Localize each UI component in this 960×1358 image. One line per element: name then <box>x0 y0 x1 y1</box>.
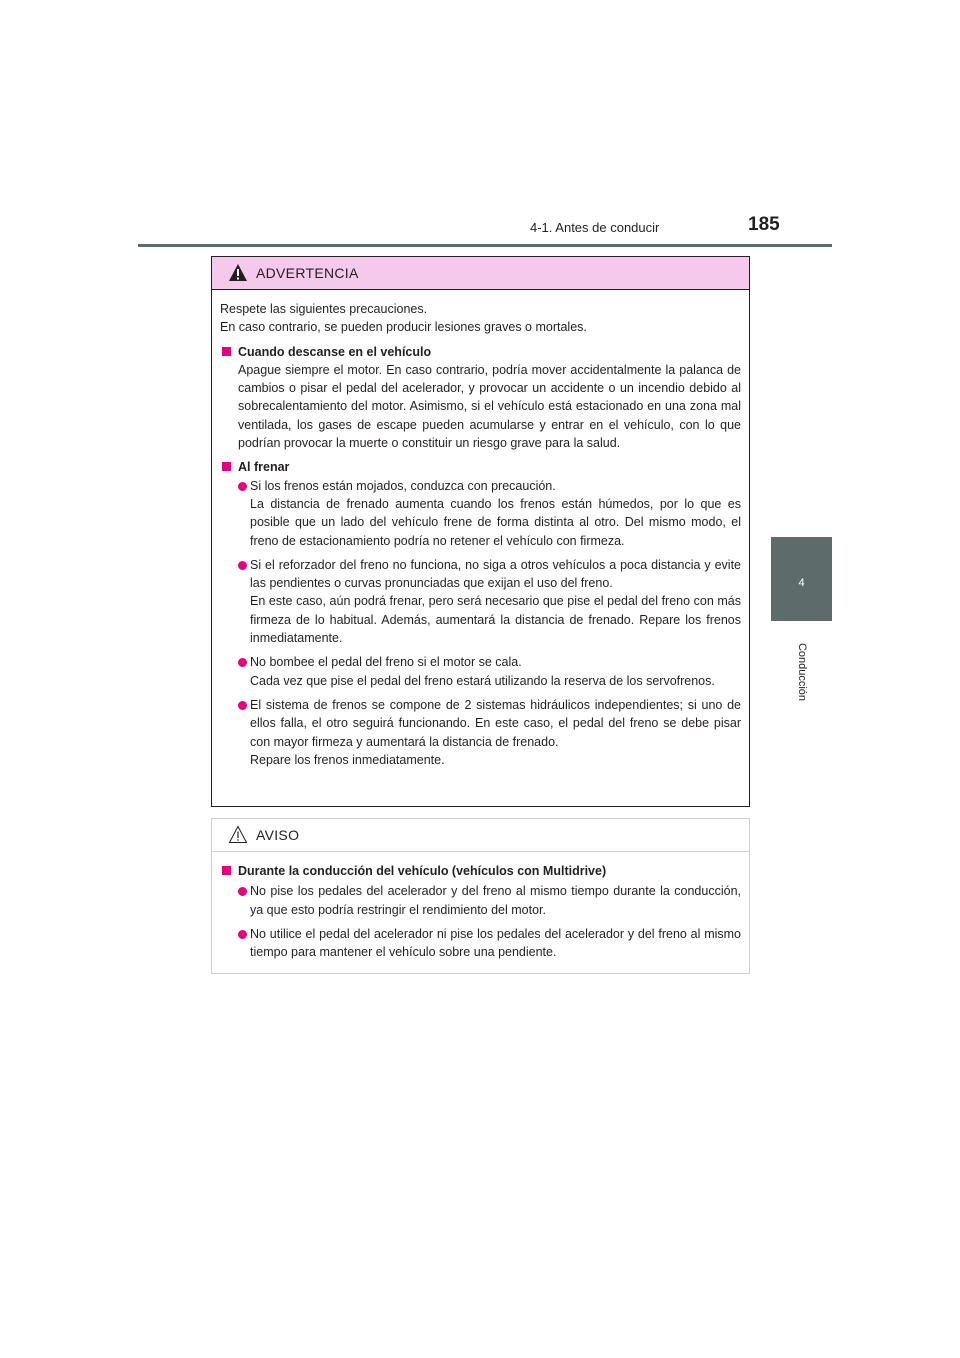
circle-bullet-icon <box>238 658 247 667</box>
section-title-multidrive <box>220 862 741 880</box>
section-title-text: Al frenar <box>238 460 290 475</box>
chapter-label <box>787 632 817 722</box>
warning-triangle-icon <box>228 263 248 282</box>
circle-bullet-icon <box>238 887 247 896</box>
intro-line: Respete las siguientes precauciones. <box>220 302 428 316</box>
bullet-text: Repare los frenos inmediatamente. <box>250 752 445 767</box>
running-header: 4-1. Antes de conducir <box>530 220 660 235</box>
header-rule <box>138 244 832 247</box>
bullet-text: No utilice el pedal del acelerador ni pise los pedales del acelerador y del freno al mismo tiempo para mantener el vehículo sobre una pendiente. <box>250 926 741 960</box>
page-number: 185 <box>748 214 780 235</box>
chapter-tab <box>771 537 832 621</box>
square-bullet-icon <box>222 462 231 471</box>
circle-bullet-icon <box>238 701 247 710</box>
bullet-lead: El sistema de frenos se compone de 2 sistemas hidráulicos independientes; si uno de ellos falla, el otro seguirá funcionando. En este caso, el pedal del freno se debe pisar con mayor firmeza y aumentará la distancia de frenado. <box>250 697 741 749</box>
list-item <box>220 696 741 769</box>
list-item <box>220 925 741 962</box>
section-title-braking <box>220 458 741 476</box>
chapter-label-text: Conducción <box>796 642 808 702</box>
caution-triangle-outline-icon <box>228 825 248 844</box>
bullet-lead: Si los frenos están mojados, conduzca con precaución. <box>250 478 556 493</box>
bullet-text: La distancia de frenado aumenta cuando los frenos están húmedos, por lo que es posible que un lado del vehículo frene de forma distinta al otro. Del mismo modo, el freno de estacionamiento podría no retener el vehículo con firmeza. <box>250 496 741 548</box>
list-item <box>220 882 741 919</box>
section-title-text: Cuando descanse en el vehículo <box>238 344 432 359</box>
notice-title: AVISO <box>256 827 300 843</box>
warning-box <box>211 256 750 807</box>
bullet-text: En este caso, aún podrá frenar, pero será necesario que pise el pedal del freno con más firmeza de lo habitual. Además, aumentará la distancia de frenado. Repare los frenos inmediatamente. <box>250 594 741 646</box>
section-title-resting <box>220 343 741 361</box>
notice-body <box>212 852 749 961</box>
chapter-number: 4 <box>798 577 805 589</box>
warning-header <box>212 257 749 290</box>
section-title-text: Durante la conducción del vehículo (vehículos con Multidrive) <box>238 864 607 878</box>
circle-bullet-icon <box>238 930 247 939</box>
section-paragraph: Apague siempre el motor. En caso contrario, podría mover accidentalmente la palanca de cambios o pisar el pedal del acelerador, y provocar un accidente o un incendio debido al sobrecalentamiento del motor. Asimismo, si el vehículo está estacionado en una zona mal ventilada, los gases de escape pueden acumularse y entrar en el vehículo, con lo que podrían provocar la muerte o constituir un riesgo grave para la salud. <box>238 362 741 451</box>
bullet-text: Cada vez que pise el pedal del freno estará utilizando la reserva de los servofrenos. <box>250 673 715 688</box>
intro-line: En caso contrario, se pueden producir lesiones graves o mortales. <box>220 320 587 335</box>
notice-header <box>212 819 749 852</box>
warning-intro <box>220 300 741 337</box>
list-item <box>220 653 741 690</box>
bullet-lead: No bombee el pedal del freno si el motor se cala. <box>250 655 522 670</box>
circle-bullet-icon <box>238 561 247 570</box>
square-bullet-icon <box>222 347 231 356</box>
square-bullet-icon <box>222 866 231 875</box>
warning-body <box>212 290 749 769</box>
circle-bullet-icon <box>238 482 247 491</box>
bullet-text: No pise los pedales del acelerador y del freno al mismo tiempo durante la conducción, ya que esto podría restringir el rendimiento del motor. <box>250 884 741 917</box>
warning-title: ADVERTENCIA <box>256 265 359 281</box>
bullet-lead: Si el reforzador del freno no funciona, no siga a otros vehículos a poca distancia y evite las pendientes o curvas pronunciadas que exijan el uso del freno. <box>250 557 741 591</box>
list-item <box>220 477 741 550</box>
list-item <box>220 556 741 647</box>
notice-box <box>211 818 750 974</box>
